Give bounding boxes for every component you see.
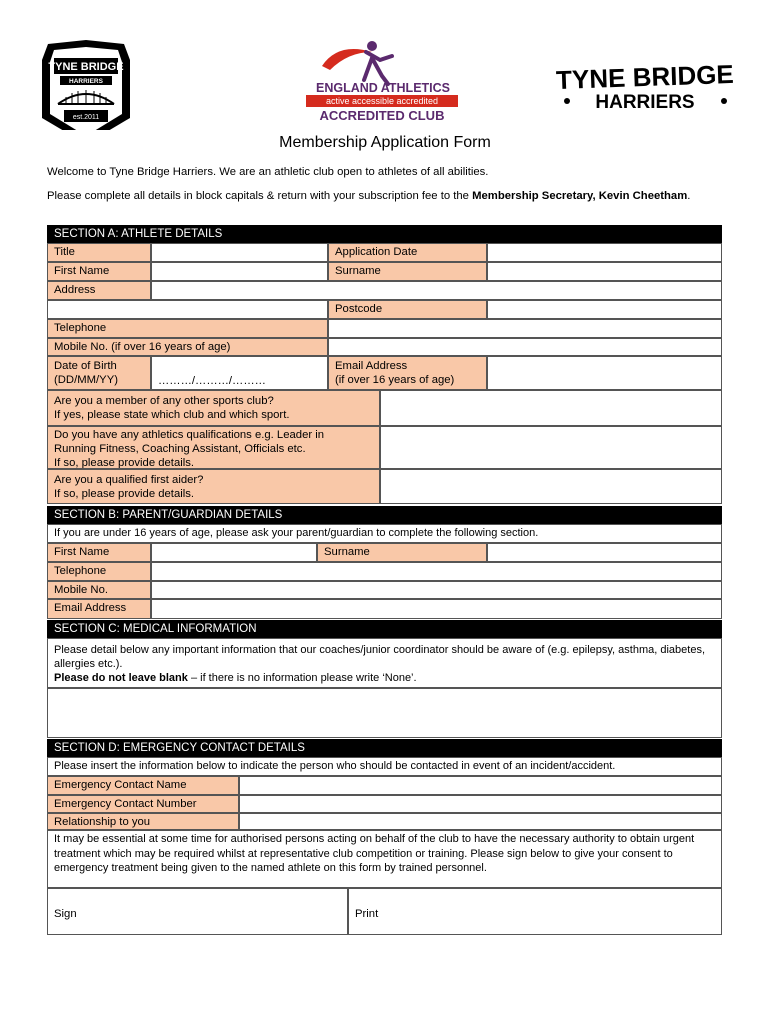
medical-warning-bold: Please do not leave blank: [54, 672, 188, 684]
dob-label-line1: Date of Birth: [54, 360, 117, 372]
qualifications-question: [47, 426, 380, 469]
consent-text: It may be essential at some time for authorised persons acting on behalf of the club to have the necessary authority to obtain urgent treatment which may be required whilst at representative club competition or training. Please sign below to give your consent to emergency treatment being given to the named athlete on this form by trained personnel.: [47, 830, 722, 888]
emergency-number-label: Emergency Contact Number: [47, 795, 239, 813]
tyne-bridge-wordmark: [556, 59, 735, 113]
wordmark-line2: HARRIERS: [595, 92, 695, 113]
other-club-line1: Are you a member of any other sports club?: [54, 395, 274, 407]
shield-sub: HARRIERS: [69, 78, 103, 85]
application-date-input[interactable]: [487, 243, 722, 262]
dob-input[interactable]: ………/………/………: [151, 356, 328, 390]
guardian-email-label: Email Address: [47, 599, 151, 619]
guardian-email-input[interactable]: [151, 599, 722, 619]
section-b-note: If you are under 16 years of age, please ask your parent/guardian to complete the following section.: [47, 524, 722, 543]
medical-warning-rest: – if there is no information please write ‘None’.: [187, 672, 417, 684]
first-aider-input[interactable]: [380, 469, 722, 504]
relationship-label: Relationship to you: [47, 813, 239, 830]
telephone-label: Telephone: [47, 319, 328, 338]
email-label-line1: Email Address: [335, 360, 408, 372]
qualifications-line1: Do you have any athletics qualifications e.g. Leader in: [54, 429, 325, 441]
section-c-header: SECTION C: MEDICAL INFORMATION: [47, 620, 722, 638]
header-logos: [0, 0, 770, 130]
other-club-line2: If yes, please state which club and which sport.: [54, 409, 290, 421]
postcode-input[interactable]: [487, 300, 722, 319]
guardian-first-name-input[interactable]: [151, 543, 317, 562]
qualifications-line2: Running Fitness, Coaching Assistant, Officials etc.: [54, 443, 306, 455]
section-a-header: SECTION A: ATHLETE DETAILS: [47, 225, 722, 243]
mobile-input[interactable]: [328, 338, 722, 356]
section-c-note: [47, 638, 722, 688]
intro-instructions-text: Please complete all details in block capitals & return with your subscription fee to the: [47, 190, 473, 202]
emergency-name-input[interactable]: [239, 776, 722, 795]
first-name-label: First Name: [47, 262, 151, 281]
club-shield-logo: [42, 40, 130, 130]
print-label: Print: [355, 908, 379, 920]
guardian-mobile-label: Mobile No.: [47, 581, 151, 599]
ea-tagline: active accessible accredited: [325, 96, 439, 106]
guardian-telephone-label: Telephone: [47, 562, 151, 581]
section-d-note: Please insert the information below to indicate the person who should be contacted in event of an incident/accident.: [47, 757, 722, 776]
intro-instructions: [47, 189, 727, 203]
title-label: Title: [47, 243, 151, 262]
medical-warning: [54, 671, 715, 685]
address-input-line1[interactable]: [151, 281, 722, 300]
first-aider-question: [47, 469, 380, 504]
emergency-number-input[interactable]: [239, 795, 722, 813]
first-aider-line2: If so, please provide details.: [54, 488, 195, 500]
address-label: Address: [47, 281, 151, 300]
surname-label: Surname: [328, 262, 487, 281]
email-input[interactable]: [487, 356, 722, 390]
guardian-surname-input[interactable]: [487, 543, 722, 562]
intro-instructions-end: .: [687, 190, 691, 202]
emergency-name-label: Emergency Contact Name: [47, 776, 239, 795]
medical-instructions: Please detail below any important information that our coaches/junior coordinator should be aware of (e.g. epilepsy, asthma, diabetes, allergies etc.).: [54, 644, 706, 670]
qualifications-line3: If so, please provide details.: [54, 457, 195, 469]
title-input[interactable]: [151, 243, 328, 262]
membership-secretary: Membership Secretary, Kevin Cheetham: [472, 190, 688, 202]
guardian-surname-label: Surname: [317, 543, 487, 562]
dob-label: [47, 356, 151, 390]
first-aider-line1: Are you a qualified first aider?: [54, 474, 204, 486]
shield-est: est.2011: [72, 114, 100, 121]
first-name-input[interactable]: [151, 262, 328, 281]
relationship-input[interactable]: [239, 813, 722, 830]
ea-line2: ACCREDITED CLUB: [319, 108, 445, 123]
wordmark-line1: TYNE BRIDGE: [555, 58, 735, 96]
section-d-header: SECTION D: EMERGENCY CONTACT DETAILS: [47, 739, 722, 757]
guardian-mobile-input[interactable]: [151, 581, 722, 599]
application-date-label: Application Date: [328, 243, 487, 262]
other-club-question: [47, 390, 380, 426]
surname-input[interactable]: [487, 262, 722, 281]
shield-name: TYNE BRIDGE: [48, 61, 124, 73]
qualifications-input[interactable]: [380, 426, 722, 469]
section-b-header: SECTION B: PARENT/GUARDIAN DETAILS: [47, 506, 722, 524]
logos-graphic: [0, 0, 770, 130]
guardian-telephone-input[interactable]: [151, 562, 722, 581]
print-field[interactable]: [348, 888, 722, 935]
email-label: [328, 356, 487, 390]
email-label-line2: (if over 16 years of age): [335, 374, 455, 386]
sign-field[interactable]: [47, 888, 348, 935]
membership-form: [47, 225, 722, 935]
form-title: Membership Application Form: [279, 134, 491, 151]
medical-info-input[interactable]: [47, 688, 722, 738]
mobile-label: Mobile No. (if over 16 years of age): [47, 338, 328, 356]
guardian-first-name-label: First Name: [47, 543, 151, 562]
england-athletics-logo: [306, 41, 458, 123]
ea-line1: ENGLAND ATHLETICS: [315, 81, 451, 95]
other-club-input[interactable]: [380, 390, 722, 426]
telephone-input[interactable]: [328, 319, 722, 338]
intro-welcome: Welcome to Tyne Bridge Harriers. We are an athletic club open to athletes of all abilities.: [47, 166, 489, 178]
address-input-line2[interactable]: [47, 300, 328, 319]
postcode-label: Postcode: [328, 300, 487, 319]
dob-label-line2: (DD/MM/YY): [54, 374, 119, 386]
sign-label: Sign: [54, 908, 77, 920]
